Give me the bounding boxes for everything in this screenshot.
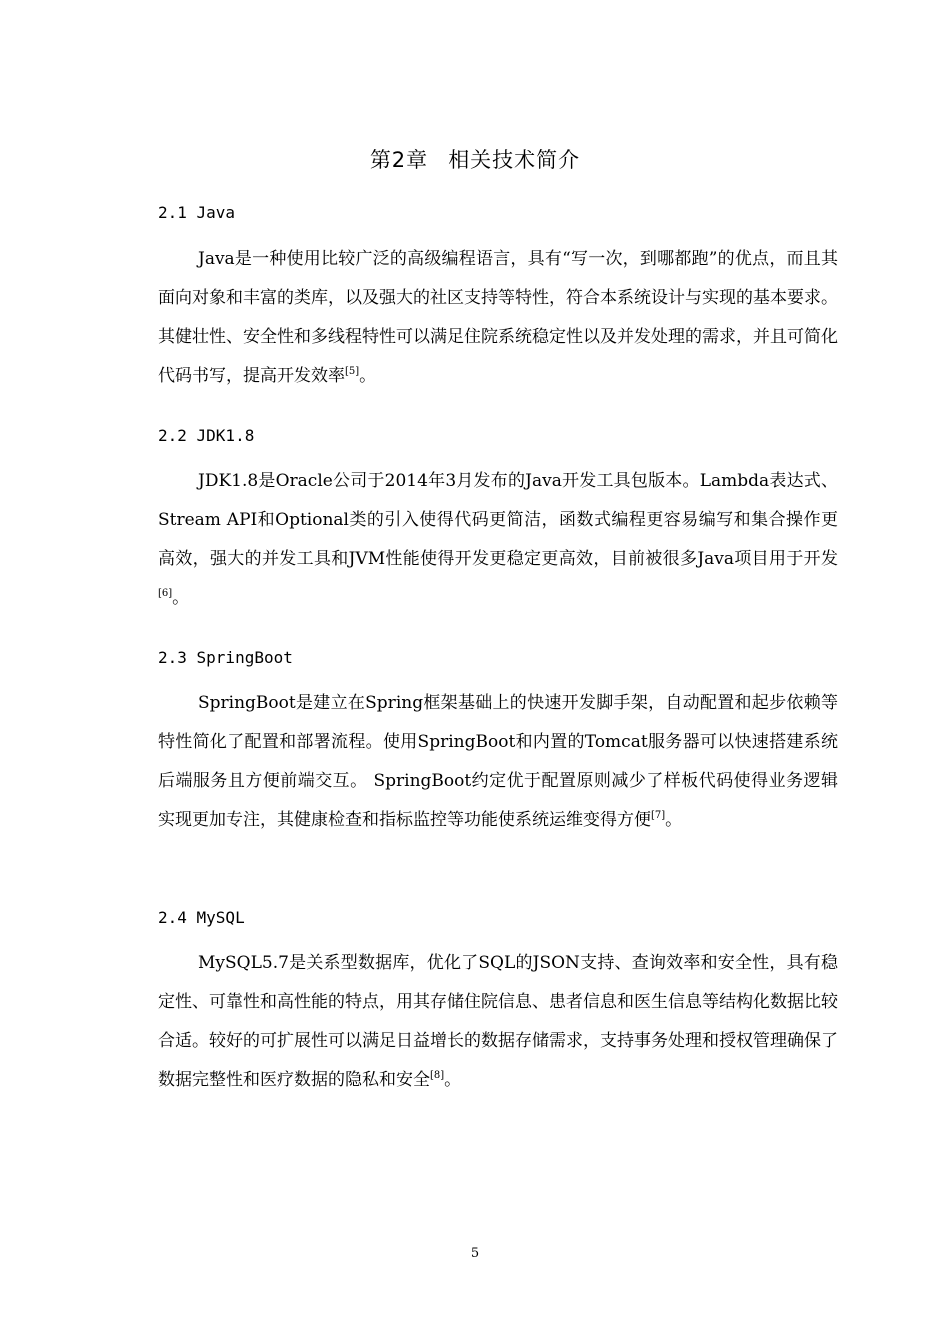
paragraph-end: 。: [359, 366, 377, 386]
section-paragraph-springboot: [158, 684, 838, 840]
paragraph-end: 。: [172, 588, 190, 608]
chapter-name: 相关技术简介: [448, 148, 581, 172]
paragraph-end: 。: [665, 810, 683, 830]
chapter-number: 第2章: [369, 148, 429, 172]
citation-ref: [5]: [345, 366, 360, 377]
page-number: 5: [470, 1246, 480, 1261]
paragraph-text: JDK1.8是Oracle公司于2014年3月发布的Java开发工具包版本。Lambda表达式、Stream API和Optional类的引入使得代码更简洁，函数式编程更容易编写和集合操作更高效，强大的并发工具和JVM性能使得开发更稳定更高效，目前被很多Java项目用于开发: [158, 471, 838, 569]
paragraph-text: MySQL5.7是关系型数据库，优化了SQL的JSON支持、查询效率和安全性，具有稳定性、可靠性和高性能的特点，用其存储住院信息、患者信息和医生信息等结构化数据比较合适。较好的可扩展性可以满足日益增长的数据存储需求，支持事务处理和授权管理确保了数据完整性和医疗数据的隐私和安全: [158, 953, 838, 1090]
citation-ref: [8]: [430, 1070, 445, 1081]
citation-ref: [6]: [158, 588, 173, 599]
section-heading-java: 2.1 Java: [158, 203, 236, 222]
chapter-title: [0, 144, 950, 174]
paragraph-end: 。: [444, 1070, 462, 1090]
section-heading-mysql: 2.4 MySQL: [158, 908, 245, 927]
section-paragraph-java: [158, 240, 838, 396]
section-heading-springboot: 2.3 SpringBoot: [158, 648, 293, 667]
section-paragraph-mysql: [158, 944, 838, 1100]
paragraph-text: Java是一种使用比较广泛的高级编程语言，具有“写一次，到哪都跑”的优点，而且其面向对象和丰富的类库，以及强大的社区支持等特性，符合本系统设计与实现的基本要求。其健壮性、安全性和多线程特性可以满足住院系统稳定性以及并发处理的需求，并且可简化代码书写，提高开发效率: [158, 249, 838, 386]
citation-ref: [7]: [651, 810, 666, 821]
paragraph-text: SpringBoot是建立在Spring框架基础上的快速开发脚手架，自动配置和起步依赖等特性简化了配置和部署流程。使用SpringBoot和内置的Tomcat服务器可以快速搭建系统后端服务且方便前端交互。 SpringBoot约定优于配置原则减少了样板代码使得业务逻辑实现更加专注，其健康检查和指标监控等功能使系统运维变得方便: [158, 693, 838, 830]
section-paragraph-jdk: [158, 462, 838, 618]
section-heading-jdk: 2.2 JDK1.8: [158, 426, 255, 445]
